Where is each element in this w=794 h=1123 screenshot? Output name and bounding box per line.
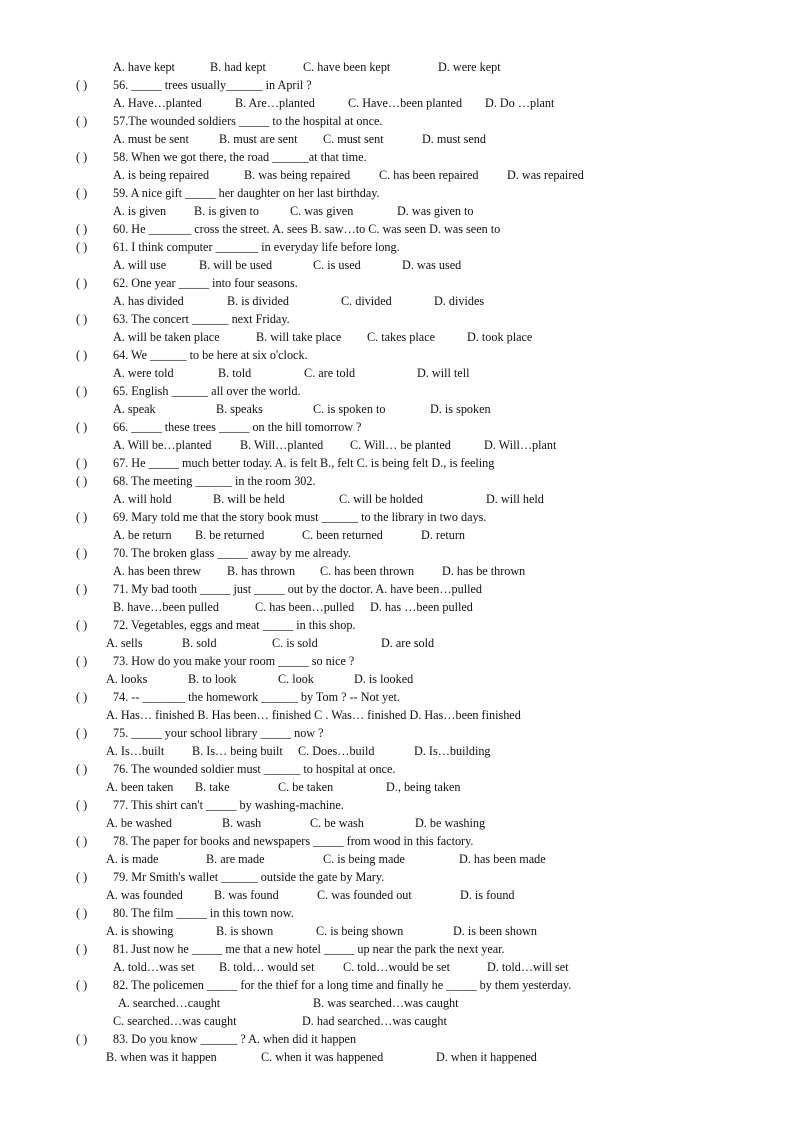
- option-text: A. been taken: [106, 780, 174, 794]
- options-line: [0, 850, 794, 868]
- option-text: B. has thrown: [227, 564, 296, 578]
- option-text: D. Is…building: [414, 744, 491, 758]
- option-text: A. is given: [113, 204, 167, 218]
- option-text: D. took place: [467, 330, 533, 344]
- question-line: [0, 112, 794, 130]
- answer-blank[interactable]: ( ): [76, 312, 88, 326]
- question-line: [0, 832, 794, 850]
- answer-blank[interactable]: ( ): [76, 510, 88, 524]
- answer-blank[interactable]: ( ): [76, 150, 88, 164]
- option-text: A. sells: [106, 636, 143, 650]
- option-text: C. Will… be planted: [350, 438, 451, 452]
- question-text: 68. The meeting ______ in the room 302.: [113, 474, 316, 488]
- option-text: D. must send: [422, 132, 486, 146]
- answer-blank[interactable]: ( ): [76, 798, 88, 812]
- option-text: A. be washed: [106, 816, 172, 830]
- option-text: C. is being shown: [316, 924, 404, 938]
- option-text: B. speaks: [216, 402, 263, 416]
- option-text: C. has been…pulled: [255, 600, 355, 614]
- question-line: [0, 220, 794, 238]
- option-text: D. are sold: [381, 636, 435, 650]
- question-line: [0, 652, 794, 670]
- options-line: [0, 364, 794, 382]
- option-text: C. is used: [313, 258, 361, 272]
- option-text: B. sold: [182, 636, 217, 650]
- option-text: B. will be held: [213, 492, 285, 506]
- answer-blank[interactable]: ( ): [76, 834, 88, 848]
- option-text: D. will tell: [417, 366, 470, 380]
- option-text: D. has …been pulled: [370, 600, 473, 614]
- question-text: 58. When we got there, the road ______at that time.: [113, 150, 367, 164]
- option-text: B. is divided: [227, 294, 289, 308]
- option-text: C. was founded out: [317, 888, 412, 902]
- options-line: [0, 598, 794, 616]
- option-text: B. be returned: [195, 528, 265, 542]
- option-text: A. searched…caught: [118, 996, 221, 1010]
- answer-blank[interactable]: ( ): [76, 456, 88, 470]
- option-text: C. have been kept: [303, 60, 391, 74]
- question-text: 71. My bad tooth _____ just _____ out by the doctor. A. have been…pulled: [113, 582, 482, 596]
- option-text: C. is sold: [272, 636, 318, 650]
- answer-blank[interactable]: ( ): [76, 546, 88, 560]
- answer-blank[interactable]: ( ): [76, 906, 88, 920]
- option-text: A. must be sent: [113, 132, 189, 146]
- question-line: [0, 472, 794, 490]
- option-text: D. return: [421, 528, 465, 542]
- option-text: B. to look: [188, 672, 237, 686]
- option-text: C. Have…been planted: [348, 96, 463, 110]
- option-text: A. told…was set: [113, 960, 195, 974]
- options-line: [0, 328, 794, 346]
- question-text: 75. _____ your school library _____ now ?: [113, 726, 324, 740]
- option-text: D. had searched…was caught: [302, 1014, 447, 1028]
- answer-blank[interactable]: ( ): [76, 348, 88, 362]
- options-line: [0, 994, 794, 1012]
- option-text: D. has been made: [459, 852, 546, 866]
- option-text: B. wash: [222, 816, 262, 830]
- question-text: 74. -- _______ the homework ______ by Tom ? -- Not yet.: [113, 690, 400, 704]
- answer-blank[interactable]: ( ): [76, 474, 88, 488]
- options-line: [0, 706, 794, 724]
- options-line: [0, 1048, 794, 1066]
- question-text: 62. One year _____ into four seasons.: [113, 276, 298, 290]
- answer-blank[interactable]: ( ): [76, 78, 88, 92]
- question-text: 56. _____ trees usually______ in April ?: [113, 78, 312, 92]
- question-line: [0, 976, 794, 994]
- question-text: 81. Just now he _____ me that a new hotel _____ up near the park the next year.: [113, 942, 505, 956]
- option-text: A. is being repaired: [113, 168, 210, 182]
- question-line: [0, 310, 794, 328]
- option-text: B. had kept: [210, 60, 266, 74]
- question-line: [0, 238, 794, 256]
- option-text: D. told…will set: [487, 960, 569, 974]
- question-text: 73. How do you make your room _____ so nice ?: [113, 654, 355, 668]
- option-text: B. Will…planted: [240, 438, 324, 452]
- question-text: 79. Mr Smith's wallet ______ outside the gate by Mary.: [113, 870, 385, 884]
- option-text: B. was searched…was caught: [313, 996, 459, 1010]
- options-line: [0, 292, 794, 310]
- answer-blank[interactable]: ( ): [76, 240, 88, 254]
- option-text: B. are made: [206, 852, 265, 866]
- exercise-sheet: [0, 58, 794, 1066]
- option-text: D. has be thrown: [442, 564, 526, 578]
- answer-blank[interactable]: ( ): [76, 870, 88, 884]
- option-text: C. told…would be set: [343, 960, 450, 974]
- option-text: A. will use: [113, 258, 167, 272]
- option-text: A. is made: [106, 852, 159, 866]
- option-text: D. will held: [486, 492, 544, 506]
- option-text: A. Have…planted: [113, 96, 202, 110]
- options-line: [0, 526, 794, 544]
- question-text: 82. The policemen _____ for the thief for a long time and finally he _____ by them yesterday.: [113, 978, 572, 992]
- answer-blank[interactable]: ( ): [76, 276, 88, 290]
- answer-blank[interactable]: ( ): [76, 654, 88, 668]
- question-text: 64. We ______ to be here at six o'clock.: [113, 348, 308, 362]
- answer-blank[interactable]: ( ): [76, 114, 88, 128]
- option-text: D. was repaired: [507, 168, 584, 182]
- question-line: [0, 1030, 794, 1048]
- options-line: [0, 778, 794, 796]
- option-text: A. speak: [113, 402, 156, 416]
- option-text: B. was found: [214, 888, 279, 902]
- option-text: B. must are sent: [219, 132, 298, 146]
- option-text: C. been returned: [302, 528, 383, 542]
- answer-blank[interactable]: ( ): [76, 384, 88, 398]
- answer-blank[interactable]: ( ): [76, 978, 88, 992]
- option-text: A. be return: [113, 528, 172, 542]
- question-text: 70. The broken glass _____ away by me already.: [113, 546, 351, 560]
- option-text: D., being taken: [386, 780, 461, 794]
- option-text: A. have kept: [113, 60, 175, 74]
- question-text: 69. Mary told me that the story book must ______ to the library in two days.: [113, 510, 487, 524]
- options-line: [0, 922, 794, 940]
- question-line: [0, 688, 794, 706]
- option-text: A. will be taken place: [113, 330, 220, 344]
- option-text: B. told… would set: [219, 960, 315, 974]
- answer-blank[interactable]: ( ): [76, 726, 88, 740]
- question-text: 66. _____ these trees _____ on the hill tomorrow ?: [113, 420, 362, 434]
- option-text: B. Is… being built: [192, 744, 283, 758]
- answer-blank[interactable]: ( ): [76, 762, 88, 776]
- question-line: [0, 148, 794, 166]
- option-text: D. was used: [402, 258, 462, 272]
- option-text: B. when was it happen: [106, 1050, 217, 1064]
- question-line: [0, 184, 794, 202]
- option-text: B. will be used: [199, 258, 273, 272]
- option-text: D. divides: [434, 294, 485, 308]
- question-text: 59. A nice gift _____ her daughter on her last birthday.: [113, 186, 380, 200]
- option-text: C. has been thrown: [320, 564, 415, 578]
- question-line: [0, 760, 794, 778]
- options-line: [0, 562, 794, 580]
- answer-blank[interactable]: ( ): [76, 1032, 88, 1046]
- question-text: 77. This shirt can't _____ by washing-machine.: [113, 798, 344, 812]
- question-line: [0, 544, 794, 562]
- answer-blank[interactable]: ( ): [76, 420, 88, 434]
- question-line: [0, 454, 794, 472]
- option-text: C. has been repaired: [379, 168, 479, 182]
- answer-blank[interactable]: ( ): [76, 186, 88, 200]
- option-text: C. must sent: [323, 132, 384, 146]
- option-text: B. told: [218, 366, 252, 380]
- option-text: C. is being made: [323, 852, 405, 866]
- options-line: [0, 742, 794, 760]
- option-text: B. have…been pulled: [113, 600, 219, 614]
- question-text: 61. I think computer _______ in everyday life before long.: [113, 240, 400, 254]
- options-line: [0, 436, 794, 454]
- question-text: 57.The wounded soldiers _____ to the hospital at once.: [113, 114, 383, 128]
- options-line: [0, 94, 794, 112]
- option-text: D. Will…plant: [484, 438, 557, 452]
- option-text: D. is found: [460, 888, 515, 902]
- option-text: C. are told: [304, 366, 356, 380]
- option-text: C. will be holded: [339, 492, 423, 506]
- question-text: 65. English ______ all over the world.: [113, 384, 301, 398]
- question-text: 78. The paper for books and newspapers _____ from wood in this factory.: [113, 834, 474, 848]
- options-line: [0, 166, 794, 184]
- option-text: C. be taken: [278, 780, 334, 794]
- answer-blank[interactable]: ( ): [76, 942, 88, 956]
- option-text: D. be washing: [415, 816, 486, 830]
- answer-blank[interactable]: ( ): [76, 222, 88, 236]
- option-text: D. was given to: [397, 204, 474, 218]
- option-text: D. Do …plant: [485, 96, 555, 110]
- question-line: [0, 274, 794, 292]
- option-text: B. take: [195, 780, 230, 794]
- option-text: C. when it was happened: [261, 1050, 384, 1064]
- options-line: [0, 202, 794, 220]
- option-text: A. Has… finished B. Has been… finished C . Was… finished D. Has…been finished: [106, 708, 521, 722]
- question-line: [0, 868, 794, 886]
- question-text: 80. The film _____ in this town now.: [113, 906, 294, 920]
- question-line: [0, 508, 794, 526]
- question-line: [0, 76, 794, 94]
- options-line: [0, 814, 794, 832]
- options-line: [0, 400, 794, 418]
- option-text: B. is given to: [194, 204, 260, 218]
- answer-blank[interactable]: ( ): [76, 618, 88, 632]
- option-text: A. were told: [113, 366, 174, 380]
- option-text: D. is looked: [354, 672, 414, 686]
- question-line: [0, 724, 794, 742]
- answer-blank[interactable]: ( ): [76, 690, 88, 704]
- question-line: [0, 580, 794, 598]
- options-line: [0, 958, 794, 976]
- option-text: A. will hold: [113, 492, 172, 506]
- answer-blank[interactable]: ( ): [76, 582, 88, 596]
- options-line: [0, 1012, 794, 1030]
- option-text: B. was being repaired: [244, 168, 351, 182]
- option-text: A. Will be…planted: [113, 438, 212, 452]
- option-text: C. is spoken to: [313, 402, 386, 416]
- question-text: 60. He _______ cross the street. A. sees B. saw…to C. was seen D. was seen to: [113, 222, 501, 236]
- question-line: [0, 904, 794, 922]
- option-text: C. was given: [290, 204, 354, 218]
- option-text: B. will take place: [256, 330, 342, 344]
- option-text: C. divided: [341, 294, 392, 308]
- option-text: A. was founded: [106, 888, 183, 902]
- option-text: A. is showing: [106, 924, 174, 938]
- option-text: A. looks: [106, 672, 148, 686]
- option-text: C. takes place: [367, 330, 436, 344]
- option-text: D. when it happened: [436, 1050, 537, 1064]
- question-line: [0, 346, 794, 364]
- question-line: [0, 382, 794, 400]
- option-text: B. Are…planted: [235, 96, 315, 110]
- option-text: D. were kept: [438, 60, 501, 74]
- option-text: B. is shown: [216, 924, 274, 938]
- option-text: C. look: [278, 672, 314, 686]
- options-line: [0, 670, 794, 688]
- question-line: [0, 418, 794, 436]
- question-line: [0, 796, 794, 814]
- question-line: [0, 940, 794, 958]
- option-text: C. searched…was caught: [113, 1014, 237, 1028]
- options-line: [0, 58, 794, 76]
- options-line: [0, 634, 794, 652]
- question-text: 76. The wounded soldier must ______ to hospital at once.: [113, 762, 396, 776]
- question-text: 83. Do you know ______ ? A. when did it happen: [113, 1032, 357, 1046]
- option-text: A. has divided: [113, 294, 184, 308]
- options-line: [0, 256, 794, 274]
- question-text: 72. Vegetables, eggs and meat _____ in this shop.: [113, 618, 356, 632]
- option-text: A. has been threw: [113, 564, 201, 578]
- option-text: C. Does…build: [298, 744, 375, 758]
- options-line: [0, 490, 794, 508]
- options-line: [0, 886, 794, 904]
- option-text: C. be wash: [310, 816, 364, 830]
- option-text: A. Is…built: [106, 744, 165, 758]
- question-line: [0, 616, 794, 634]
- question-text: 67. He _____ much better today. A. is felt B., felt C. is being felt D., is feeling: [113, 456, 495, 470]
- option-text: D. is been shown: [453, 924, 537, 938]
- question-text: 63. The concert ______ next Friday.: [113, 312, 290, 326]
- option-text: D. is spoken: [430, 402, 491, 416]
- options-line: [0, 130, 794, 148]
